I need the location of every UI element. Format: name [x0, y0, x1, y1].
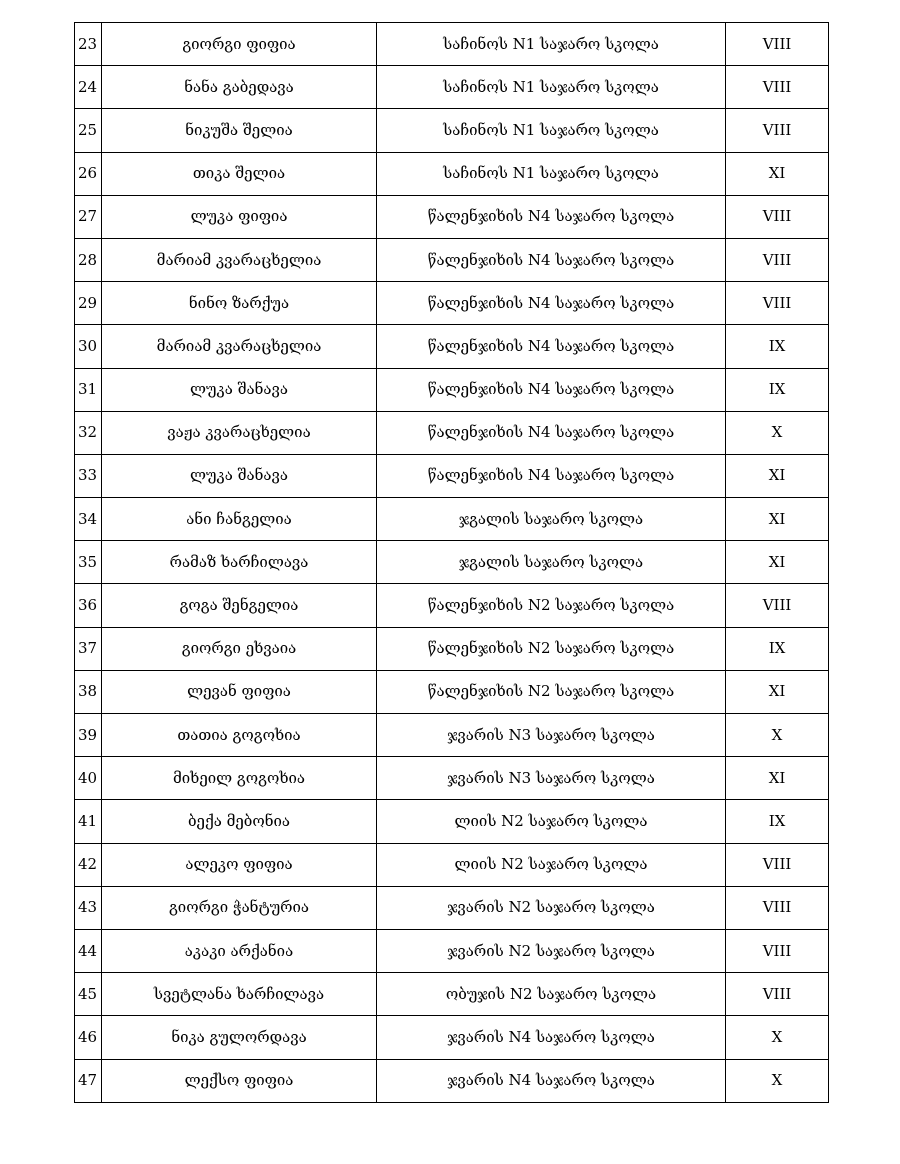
school-name-cell: ჯგალის საჯარო სკოლა [377, 541, 726, 584]
student-name-cell: ბექა მებონია [102, 800, 377, 843]
grade-cell: XI [726, 757, 829, 800]
grade-cell: VIII [726, 238, 829, 281]
student-name-cell: მარიამ კვარაცხელია [102, 238, 377, 281]
student-name-cell: თიკა შელია [102, 152, 377, 195]
grade-cell: XI [726, 541, 829, 584]
student-name-cell: ალეკო ფიფია [102, 843, 377, 886]
student-name-cell: ნიკა გულორდავა [102, 1016, 377, 1059]
student-name-cell: ლუკა ფიფია [102, 195, 377, 238]
grade-cell: VIII [726, 973, 829, 1016]
row-number-cell: 25 [75, 109, 102, 152]
participants-table-body [75, 23, 829, 1103]
row-number-cell: 24 [75, 66, 102, 109]
table-row [75, 238, 829, 281]
student-name-cell: ნანა გაბედავა [102, 66, 377, 109]
table-row [75, 23, 829, 66]
table-row [75, 670, 829, 713]
student-name-cell: მიხეილ გოგოხია [102, 757, 377, 800]
row-number-cell: 26 [75, 152, 102, 195]
student-name-cell: სვეტლანა ხარჩილავა [102, 973, 377, 1016]
grade-cell: IX [726, 627, 829, 670]
table-row [75, 325, 829, 368]
student-name-cell: ნინო ზარქუა [102, 282, 377, 325]
grade-cell: VIII [726, 23, 829, 66]
table-row [75, 498, 829, 541]
table-row [75, 109, 829, 152]
row-number-cell: 27 [75, 195, 102, 238]
school-name-cell: ჯვარის N2 საჯარო სკოლა [377, 886, 726, 929]
row-number-cell: 43 [75, 886, 102, 929]
row-number-cell: 36 [75, 584, 102, 627]
row-number-cell: 35 [75, 541, 102, 584]
school-name-cell: საჩინოს N1 საჯარო სკოლა [377, 152, 726, 195]
school-name-cell: წალენჯიხის N4 საჯარო სკოლა [377, 238, 726, 281]
school-name-cell: ლიის N2 საჯარო სკოლა [377, 843, 726, 886]
grade-cell: VIII [726, 886, 829, 929]
student-name-cell: ლუკა შანავა [102, 454, 377, 497]
school-name-cell: ჯვარის N2 საჯარო სკოლა [377, 929, 726, 972]
student-name-cell: მარიამ კვარაცხელია [102, 325, 377, 368]
grade-cell: VIII [726, 66, 829, 109]
school-name-cell: ჯგალის საჯარო სკოლა [377, 498, 726, 541]
school-name-cell: ჯვარის N4 საჯარო სკოლა [377, 1016, 726, 1059]
row-number-cell: 34 [75, 498, 102, 541]
table-row [75, 757, 829, 800]
student-name-cell: ანი ჩანგელია [102, 498, 377, 541]
grade-cell: VIII [726, 584, 829, 627]
school-name-cell: ობუჯის N2 საჯარო სკოლა [377, 973, 726, 1016]
row-number-cell: 44 [75, 929, 102, 972]
grade-cell: VIII [726, 195, 829, 238]
student-name-cell: გოგა შენგელია [102, 584, 377, 627]
table-row [75, 454, 829, 497]
table-row [75, 195, 829, 238]
student-name-cell: ნიკუშა შელია [102, 109, 377, 152]
table-row [75, 584, 829, 627]
table-row [75, 627, 829, 670]
table-row [75, 800, 829, 843]
row-number-cell: 45 [75, 973, 102, 1016]
school-name-cell: წალენჯიხის N4 საჯარო სკოლა [377, 325, 726, 368]
grade-cell: XI [726, 670, 829, 713]
student-name-cell: რამაზ ხარჩილავა [102, 541, 377, 584]
student-name-cell: აკაკი არქანია [102, 929, 377, 972]
row-number-cell: 33 [75, 454, 102, 497]
student-name-cell: თათია გოგოხია [102, 714, 377, 757]
grade-cell: X [726, 411, 829, 454]
table-row [75, 152, 829, 195]
table-row [75, 714, 829, 757]
school-name-cell: საჩინოს N1 საჯარო სკოლა [377, 66, 726, 109]
school-name-cell: წალენჯიხის N4 საჯარო სკოლა [377, 368, 726, 411]
school-name-cell: ლიის N2 საჯარო სკოლა [377, 800, 726, 843]
school-name-cell: საჩინოს N1 საჯარო სკოლა [377, 23, 726, 66]
table-row [75, 929, 829, 972]
table-row [75, 1016, 829, 1059]
school-name-cell: წალენჯიხის N2 საჯარო სკოლა [377, 584, 726, 627]
table-row [75, 66, 829, 109]
school-name-cell: წალენჯიხის N4 საჯარო სკოლა [377, 454, 726, 497]
table-row [75, 541, 829, 584]
student-name-cell: ვაჟა კვარაცხელია [102, 411, 377, 454]
school-name-cell: წალენჯიხის N4 საჯარო სკოლა [377, 282, 726, 325]
row-number-cell: 40 [75, 757, 102, 800]
row-number-cell: 41 [75, 800, 102, 843]
grade-cell: IX [726, 800, 829, 843]
student-name-cell: გიორგი ფიფია [102, 23, 377, 66]
school-name-cell: წალენჯიხის N2 საჯარო სკოლა [377, 670, 726, 713]
grade-cell: XI [726, 454, 829, 497]
school-name-cell: წალენჯიხის N4 საჯარო სკოლა [377, 411, 726, 454]
grade-cell: X [726, 714, 829, 757]
table-row [75, 973, 829, 1016]
row-number-cell: 28 [75, 238, 102, 281]
school-name-cell: ჯვარის N3 საჯარო სკოლა [377, 757, 726, 800]
row-number-cell: 32 [75, 411, 102, 454]
row-number-cell: 29 [75, 282, 102, 325]
grade-cell: XI [726, 152, 829, 195]
school-name-cell: საჩინოს N1 საჯარო სკოლა [377, 109, 726, 152]
grade-cell: VIII [726, 843, 829, 886]
school-name-cell: წალენჯიხის N4 საჯარო სკოლა [377, 195, 726, 238]
row-number-cell: 39 [75, 714, 102, 757]
row-number-cell: 37 [75, 627, 102, 670]
student-name-cell: ლექსო ფიფია [102, 1059, 377, 1102]
grade-cell: X [726, 1059, 829, 1102]
student-name-cell: ლევან ფიფია [102, 670, 377, 713]
row-number-cell: 30 [75, 325, 102, 368]
grade-cell: VIII [726, 109, 829, 152]
grade-cell: IX [726, 325, 829, 368]
row-number-cell: 23 [75, 23, 102, 66]
table-row [75, 1059, 829, 1102]
student-name-cell: გიორგი ჭანტურია [102, 886, 377, 929]
school-name-cell: ჯვარის N3 საჯარო სკოლა [377, 714, 726, 757]
table-row [75, 843, 829, 886]
student-name-cell: ლუკა შანავა [102, 368, 377, 411]
participants-table [74, 22, 829, 1103]
student-name-cell: გიორგი ეხვაია [102, 627, 377, 670]
row-number-cell: 47 [75, 1059, 102, 1102]
grade-cell: X [726, 1016, 829, 1059]
grade-cell: VIII [726, 282, 829, 325]
school-name-cell: ჯვარის N4 საჯარო სკოლა [377, 1059, 726, 1102]
grade-cell: VIII [726, 929, 829, 972]
row-number-cell: 31 [75, 368, 102, 411]
row-number-cell: 46 [75, 1016, 102, 1059]
table-row [75, 886, 829, 929]
table-row [75, 282, 829, 325]
table-row [75, 368, 829, 411]
row-number-cell: 42 [75, 843, 102, 886]
row-number-cell: 38 [75, 670, 102, 713]
school-name-cell: წალენჯიხის N2 საჯარო სკოლა [377, 627, 726, 670]
grade-cell: IX [726, 368, 829, 411]
grade-cell: XI [726, 498, 829, 541]
table-row [75, 411, 829, 454]
